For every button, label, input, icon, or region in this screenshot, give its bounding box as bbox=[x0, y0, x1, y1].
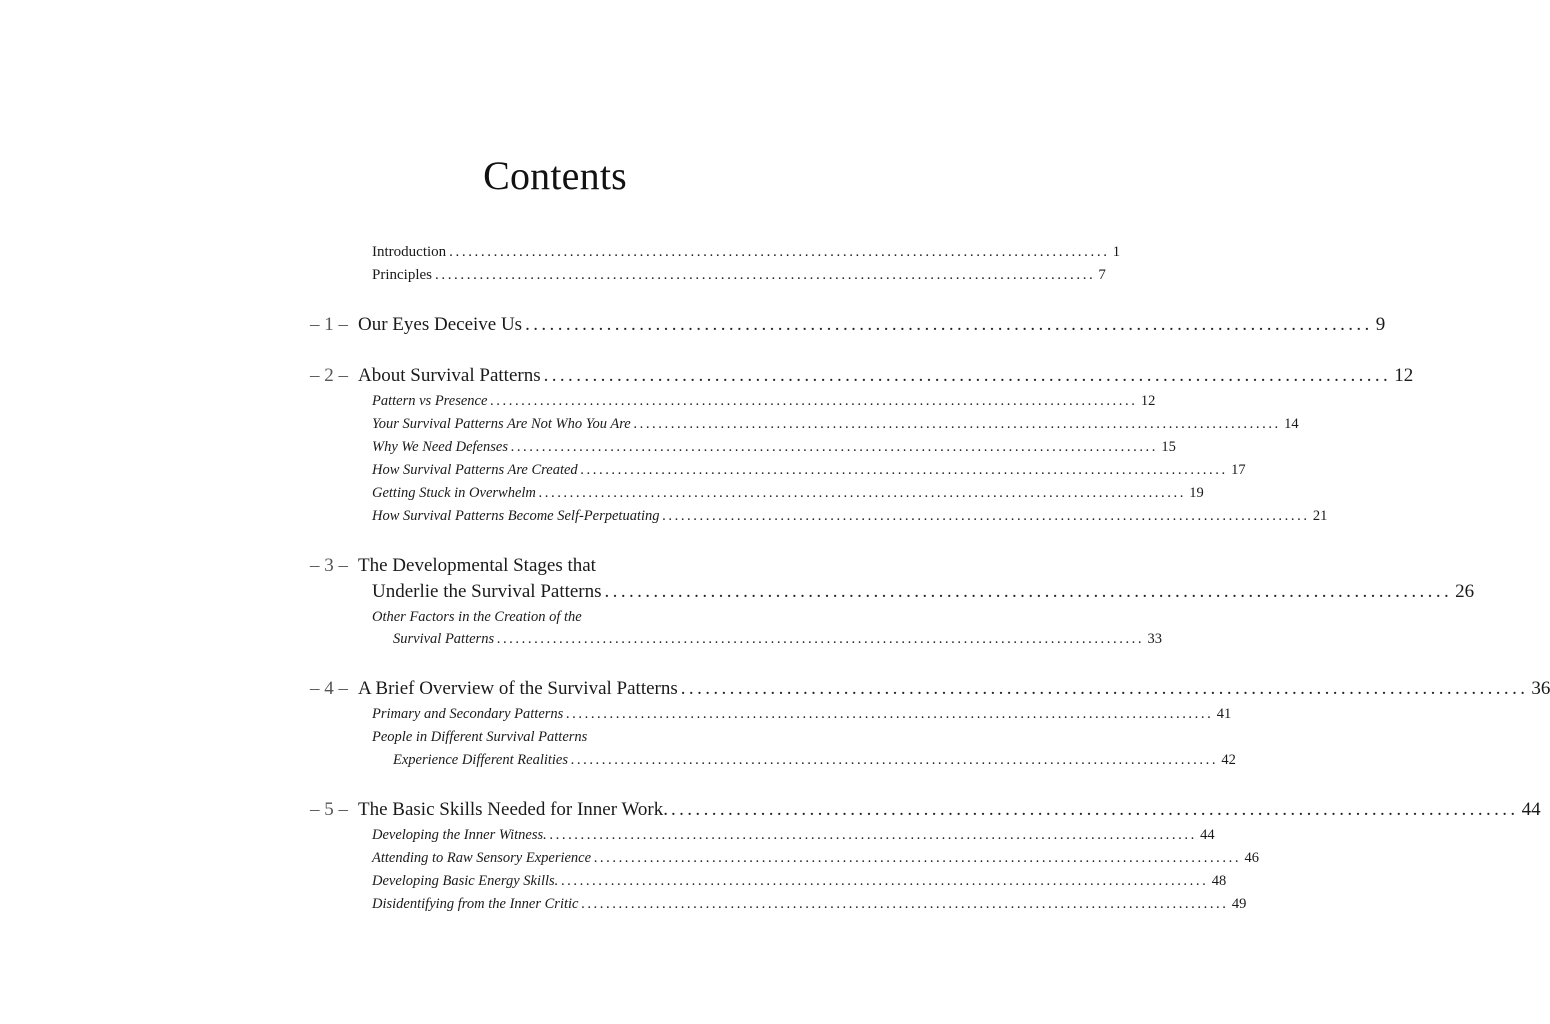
section-page: 49 bbox=[1231, 896, 1247, 912]
dot-leader: ........................................................................................................ bbox=[662, 508, 1310, 524]
dot-leader: ........................................................................................................ bbox=[549, 827, 1198, 843]
section-title: How Survival Patterns Are Created bbox=[372, 462, 578, 478]
page-title: Contents bbox=[483, 153, 627, 198]
chapter-number: – 5 – bbox=[310, 799, 348, 820]
section-title: Primary and Secondary Patterns bbox=[372, 706, 564, 722]
toc-section[interactable] bbox=[372, 894, 1247, 914]
toc-section[interactable] bbox=[372, 437, 1176, 457]
dot-leader: ........................................................................................................ bbox=[561, 873, 1209, 889]
toc-chapter-1[interactable] bbox=[358, 312, 1386, 338]
section-page: 12 bbox=[1140, 393, 1156, 409]
toc-section[interactable] bbox=[372, 460, 1246, 480]
section-page: 21 bbox=[1312, 508, 1328, 524]
section-page: 15 bbox=[1161, 439, 1176, 455]
chapter-page: 44 bbox=[1521, 799, 1541, 820]
chapter-number: – 4 – bbox=[310, 678, 348, 699]
section-title: Survival Patterns bbox=[393, 631, 495, 647]
toc-section[interactable] bbox=[372, 391, 1156, 411]
toc-chapter-2[interactable] bbox=[358, 363, 1414, 389]
toc-section[interactable] bbox=[372, 483, 1204, 503]
section-page: 33 bbox=[1147, 631, 1162, 647]
section-title: Your Survival Patterns Are Not Who You Are bbox=[372, 416, 631, 432]
toc-entry-label: Principles bbox=[372, 267, 432, 283]
toc-entry-page: 1 bbox=[1112, 244, 1121, 260]
dot-leader: ........................................................................................................ bbox=[490, 393, 1138, 409]
section-page: 42 bbox=[1221, 752, 1236, 768]
dot-leader: ........................................................................................................ bbox=[510, 439, 1159, 455]
toc-entry-page: 7 bbox=[1098, 267, 1106, 283]
dot-leader: ........................................................................................................ bbox=[604, 581, 1453, 602]
section-page: 17 bbox=[1231, 462, 1246, 478]
chapter-number: – 1 – bbox=[310, 314, 348, 335]
toc-section[interactable] bbox=[372, 871, 1227, 891]
section-title: How Survival Patterns Become Self-Perpetuating bbox=[372, 508, 660, 524]
section-title: Experience Different Realities bbox=[393, 752, 569, 768]
section-title: Developing the Inner Witness. bbox=[372, 827, 547, 843]
section-page: 41 bbox=[1216, 706, 1232, 722]
section-title: Developing Basic Energy Skills. bbox=[372, 873, 559, 889]
dot-leader: ........................................................................................................ bbox=[580, 462, 1229, 478]
toc-section[interactable] bbox=[372, 414, 1299, 434]
section-title: Pattern vs Presence bbox=[372, 393, 488, 409]
chapter-title: The Basic Skills Needed for Inner Work. bbox=[358, 799, 668, 820]
section-title: Why We Need Defenses bbox=[372, 439, 508, 455]
toc-chapter-4[interactable] bbox=[358, 676, 1550, 702]
dot-leader: ........................................................................................................ bbox=[435, 267, 1096, 283]
chapter-title: About Survival Patterns bbox=[358, 365, 541, 386]
section-title: Disidentifying from the Inner Critic bbox=[372, 896, 579, 912]
section-page: 48 bbox=[1211, 873, 1227, 889]
toc-section[interactable] bbox=[372, 825, 1215, 845]
toc-entry-label: Introduction bbox=[372, 244, 447, 260]
chapter-title: Our Eyes Deceive Us bbox=[358, 314, 523, 335]
section-page: 46 bbox=[1244, 850, 1259, 866]
dot-leader: ........................................................................................................ bbox=[497, 631, 1145, 647]
section-page: 14 bbox=[1284, 416, 1299, 432]
chapter-page: 36 bbox=[1531, 678, 1550, 699]
chapter-page: 26 bbox=[1455, 581, 1475, 602]
dot-leader: ........................................................................................................ bbox=[525, 314, 1373, 335]
chapter-number: – 2 – bbox=[310, 365, 348, 386]
dot-leader: ........................................................................................................ bbox=[571, 752, 1219, 768]
dot-leader: ........................................................................................................ bbox=[581, 896, 1229, 912]
toc-section[interactable] bbox=[372, 506, 1328, 526]
toc-chapter-3[interactable] bbox=[372, 579, 1475, 605]
toc-section[interactable] bbox=[372, 704, 1232, 724]
chapter-page: 9 bbox=[1375, 314, 1386, 335]
toc-section[interactable] bbox=[372, 848, 1259, 868]
chapter-title: Underlie the Survival Patterns bbox=[372, 581, 602, 602]
section-title-line[interactable]: People in Different Survival Patterns bbox=[372, 729, 588, 745]
section-page: 44 bbox=[1200, 827, 1215, 843]
chapter-number: – 3 – bbox=[310, 555, 348, 576]
toc-entry-principles[interactable] bbox=[372, 265, 1106, 285]
chapter-title-line[interactable]: The Developmental Stages that bbox=[358, 555, 596, 576]
dot-leader: ........................................................................................................ bbox=[633, 416, 1282, 432]
section-page: 19 bbox=[1189, 485, 1204, 501]
chapter-title: A Brief Overview of the Survival Patterns bbox=[358, 678, 678, 699]
dot-leader: ........................................................................................................ bbox=[538, 485, 1187, 501]
toc-section[interactable] bbox=[393, 629, 1162, 649]
toc-section[interactable] bbox=[393, 750, 1236, 770]
dot-leader: ........................................................................................................ bbox=[566, 706, 1214, 722]
chapter-page: 12 bbox=[1394, 365, 1414, 386]
section-title: Getting Stuck in Overwhelm bbox=[372, 485, 536, 501]
dot-leader: ........................................................................................................ bbox=[680, 678, 1529, 699]
dot-leader: ........................................................................................................ bbox=[543, 365, 1392, 386]
dot-leader: ........................................................................................................ bbox=[670, 799, 1519, 820]
dot-leader: ........................................................................................................ bbox=[594, 850, 1242, 866]
dot-leader: ........................................................................................................ bbox=[449, 244, 1110, 260]
toc-chapter-5[interactable] bbox=[358, 797, 1541, 823]
section-title-line[interactable]: Other Factors in the Creation of the bbox=[372, 609, 582, 625]
section-title: Attending to Raw Sensory Experience bbox=[372, 850, 592, 866]
toc-entry-introduction[interactable] bbox=[372, 242, 1121, 262]
